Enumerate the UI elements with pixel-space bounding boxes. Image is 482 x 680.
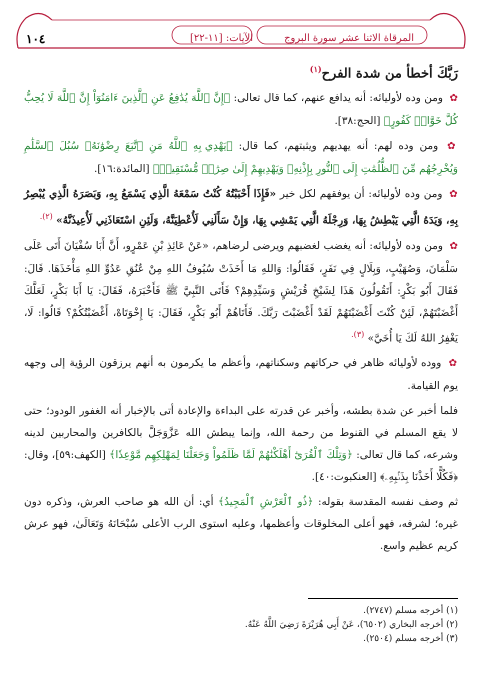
page-number: ١٠٤ (26, 32, 46, 46)
footnote-1: (١) أخرجه مسلم (٢٧٤٧). (363, 606, 458, 616)
paragraph-2: ✿ ومن وده لهم: أنه يهديهم ويثبتهم، كما قال: ﴿يَهْدِي بِهِ ٱللَّهُ مَنِ ٱتَّبَعَ رِضْوَٰنَهُۥ سُبُلَ ٱلسَّلَٰمِ وَيُخْرِجُهُم مِّنَ ٱلظُّلُمَٰتِ إِلَى ٱلنُّورِ بِإِذْنِهِۦ وَيَهْدِيهِمْ إِلَىٰ صِرَٰطٖ مُّسْتَقِيمٖ﴾ [المائدة:١٦]. (24, 140, 458, 176)
header-ornament (12, 10, 470, 54)
ornament-bullet-icon: ✿ (448, 358, 458, 370)
paragraph-5: ✿ ووده لأوليائه ظاهر في حركاتهم وسكناتهم، وأعظم ما يكرمون به أنهم يرزقون الرؤية إلى وجهه يوم القيامة. (24, 357, 458, 393)
quran-verse: ﴿يَهْدِي بِهِ ٱللَّهُ مَنِ ٱتَّبَعَ رِضْوَٰنَهُۥ سُبُلَ ٱلسَّلَٰمِ وَيُخْرِجُهُم مِّنَ ٱلظُّلُمَٰتِ إِلَى ٱلنُّورِ بِإِذْنِهِۦ وَيَهْدِيهِمْ إِلَىٰ صِرَٰطٖ مُّسْتَقِيمٖ﴾ (24, 140, 458, 176)
footnote-3: (٣) أخرجه مسلم (٢٥٠٤). (363, 634, 458, 644)
verse-ref: [الحج:٣٨]. (334, 115, 381, 128)
verse-ref: [المائدة:١٦]. (93, 163, 150, 176)
quran-verse: ﴿وَتِلْكَ ٱلْقُرَىٰٓ أَهْلَكْنَٰهُمْ لَمَّا ظَلَمُواْ وَجَعَلْنَا لِمَهْلِكِهِم مَّوْعِدٗا﴾ (109, 449, 353, 462)
paragraph-4: ✿ ومن وده لأوليائه: أنه يغضب لغضبهم ويرضى لرضاهم، «عَنْ عَائِذِ بْنِ عَمْرٍو، أَنَّ أَبَا سُفْيَانَ أَتَى عَلَى سَلْمَانَ، وَصُهَيْبٍ، وَبِلَالٍ فِي نَفَرٍ، فَقَالُوا: وَاللهِ مَا أَخَذَتْ سُيُوفُ اللهِ مِنْ عُنُقِ عَدُوِّ اللهِ مَأْخَذَهَا. قَالَ: فَقَالَ أَبُو بَكْرٍ: أَتَقُولُونَ هَذَا لِشَيْخِ قُرَيْشٍ وَسَيِّدِهِمْ؟ فَأَتَى النَّبِيَّ ﷺ فَأَخْبَرَهُ، فَقَالَ: يَا أَبَا بَكْرٍ، لَعَلَّكَ أَغْضَبْتَهُمْ، لَئِنْ كُنْتَ أَغْضَبْتَهُمْ لَقَدْ أَغْضَبْتَ رَبَّكَ. فَأَتَاهُمْ أَبُو بَكْرٍ، فَقَالَ: يَا إِخْوَتَاهْ، أَغْضَبْتُكُمْ؟ قَالُوا: لَا، يَغْفِرُ اللهُ لَكَ يَا أُخَيَّ» $^{(٣).}$ (24, 239, 458, 345)
footnotes (24, 604, 458, 646)
footnote-2: (٢) أخرجه البخاري (٦٥٠٢)، عَنْ أَبِي هُرَيْرَةَ رَضِيَ اللَّهُ عَنْهُ. (244, 620, 458, 630)
running-title: المرقاة الاثنا عشر سورة البروج (284, 33, 414, 44)
page-body (24, 58, 458, 560)
ornament-bullet-icon: ✿ (449, 93, 458, 105)
ornament-bullet-icon: ✿ (449, 189, 458, 201)
paragraph-1: ✿ ومن وده لأوليائه: أنه يدافع عنهم، كما قال تعالى: ﴿إِنَّ ٱللَّهَ يُدَٰفِعُ عَنِ ٱلَّذِينَ ءَامَنُوٓاْ إِنَّ ٱللَّهَ لَا يُحِبُّ كُلَّ خَوَّانٖ كَفُورٍ﴾ [الحج:٣٨]. (24, 92, 458, 128)
hadith-text: «فَإِذَا أَحْبَبْتُهُ كُنْتُ سَمْعَهُ الَّذِي يَسْمَعُ بِهِ، وَبَصَرَهُ الَّذِي يُبْصِرُ بِهِ، وَيَدَهُ الَّتِي يَبْطِشُ بِهَا، وَرِجْلَهُ الَّتِي يَمْشِي بِهَا، وَإِنْ سَأَلَنِي لَأُعْطِيَنَّهُ، وَلَئِنِ اسْتَعَاذَنِي لَأُعِيذَنَّهُ» (24, 188, 458, 227)
footnote-ref-1: (١) (309, 64, 322, 74)
quran-verse: ﴿ذُو ٱلْعَرْشِ ٱلْمَجِيدُ﴾ (218, 496, 314, 509)
ornament-bullet-icon: ✿ (449, 240, 458, 252)
ayah-range: الآيات: [١١-٢٢] (190, 33, 253, 44)
verse-ref: [الكهف:٥٩]، وقال: ﴿فَكُلًّا أَخَذْنَا بِذَنۢبِهِۦ﴾ [العنكبوت:٤٠]. (24, 449, 458, 484)
footnote-ref-3: (٣). (351, 329, 365, 339)
ornament-bullet-icon: ✿ (447, 141, 458, 153)
page-header (12, 10, 470, 54)
paragraph-3: ✿ ومن وده لأوليائه: أن يوفقهم لكل خير «فَإِذَا أَحْبَبْتُهُ كُنْتُ سَمْعَهُ الَّذِي يَسْمَعُ بِهِ، وَبَصَرَهُ الَّذِي يُبْصِرُ بِهِ، وَيَدَهُ الَّتِي يَبْطِشُ بِهَا، وَرِجْلَهُ الَّتِي يَمْشِي بِهَا، وَإِنْ سَأَلَنِي لَأُعْطِيَنَّهُ، وَلَئِنِ اسْتَعَاذَنِي لَأُعِيذَنَّهُ» $^{(٢).}$ (24, 188, 458, 227)
footnote-separator (308, 598, 458, 599)
paragraph-7: ثم وصف نفسه المقدسة بقوله: ﴿ذُو ٱلْعَرْشِ ٱلْمَجِيدُ﴾ أي: أن الله هو صاحب العرش، وذكره دون غيره؛ لشرفه، فهو أعلى المخلوقات وأعظمها، وعليه استوى الرب الأعلى سُبْحَانَهُ وَتَعَالَىٰ، فهو عرش كريم عظيم واسع. (24, 496, 458, 553)
paragraph-6: فلما أخبر عن شدة بطشه، وأخبر عن قدرته على البداءة والإعادة أتى بالإخبار أنه الغفور الودود؛ حتى لا يقع المسلم في القنوط من رحمة الله، وإنما يبطش الله عَزَّوَجَلَّ بالكافرين والمحاربين لدينه وشرعه، كما قال تعالى: ﴿وَتِلْكَ ٱلْقُرَىٰٓ أَهْلَكْنَٰهُمْ لَمَّا ظَلَمُواْ وَجَعَلْنَا لِمَهْلِكِهِم مَّوْعِدٗا﴾ [الكهف:٥٩]، وقال: ﴿فَكُلًّا أَخَذْنَا بِذَنۢبِهِۦ﴾ [العنكبوت:٤٠]. (24, 405, 458, 484)
hadith-text: «عَنْ عَائِذِ بْنِ عَمْرٍو، أَنَّ أَبَا سُفْيَانَ أَتَى عَلَى سَلْمَانَ، وَصُهَيْبٍ، وَبِلَالٍ فِي نَفَرٍ، فَقَالُوا: وَاللهِ مَا أَخَذَتْ سُيُوفُ اللهِ مِنْ عُنُقِ عَدُوِّ اللهِ مَأْخَذَهَا. قَالَ: فَقَالَ أَبُو بَكْرٍ: أَتَقُولُونَ هَذَا لِشَيْخِ قُرَيْشٍ وَسَيِّدِهِمْ؟ فَأَتَى النَّبِيَّ ﷺ فَأَخْبَرَهُ، فَقَالَ: يَا أَبَا بَكْرٍ، لَعَلَّكَ أَغْضَبْتَهُمْ، لَئِنْ كُنْتَ أَغْضَبْتَهُمْ لَقَدْ أَغْضَبْتَ رَبَّكَ. فَأَتَاهُمْ أَبُو بَكْرٍ، فَقَالَ: يَا إِخْوَتَاهْ، أَغْضَبْتُكُمْ؟ قَالُوا: لَا، يَغْفِرُ اللهُ لَكَ يَا أُخَيَّ» (24, 239, 458, 345)
quran-verse: ﴿إِنَّ ٱللَّهَ يُدَٰفِعُ عَنِ ٱلَّذِينَ ءَامَنُوٓاْ إِنَّ ٱللَّهَ لَا يُحِبُّ كُلَّ خَوَّانٖ كَفُورٍ﴾ (24, 92, 458, 128)
footnote-ref-2: (٢). (39, 212, 53, 222)
section-heading: رَبَّكَ أخطأ من شدة الفرح$^{(١)}$ (309, 64, 458, 82)
